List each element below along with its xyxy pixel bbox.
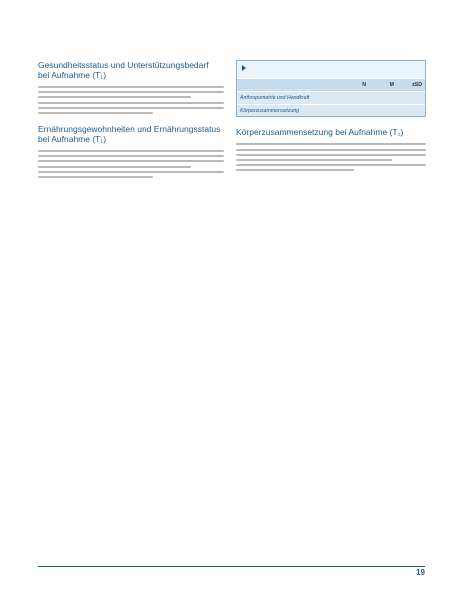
section-heading-health: Gesundheitsstatus und Unterstützungsbedarf bei Aufnahme (T₁) — [38, 60, 209, 80]
arrow-right-icon — [242, 65, 246, 71]
data-table-box — [236, 60, 426, 117]
table-header-row: N M ±SD — [237, 79, 425, 92]
page-footer — [38, 566, 425, 577]
left-column — [38, 60, 224, 188]
section-heading-body: Körperzusammensetzung bei Aufnahme (T₁) — [236, 127, 404, 138]
body-text-placeholder — [236, 143, 426, 171]
data-table — [237, 78, 425, 116]
right-column — [236, 60, 426, 181]
section-heading-nutrition: Ernährungsgewohnheiten und Ernährungsstatus bei Aufnahme (T₁) — [38, 123, 221, 144]
body-text-placeholder — [38, 86, 224, 114]
body-text-placeholder — [38, 150, 224, 178]
table-group-row: Anthropometrie und Handkraft — [237, 91, 425, 104]
table-caption — [237, 61, 425, 78]
table-group-row: Körperzusammensetzung — [237, 104, 425, 116]
page-number: 19 — [416, 568, 425, 577]
